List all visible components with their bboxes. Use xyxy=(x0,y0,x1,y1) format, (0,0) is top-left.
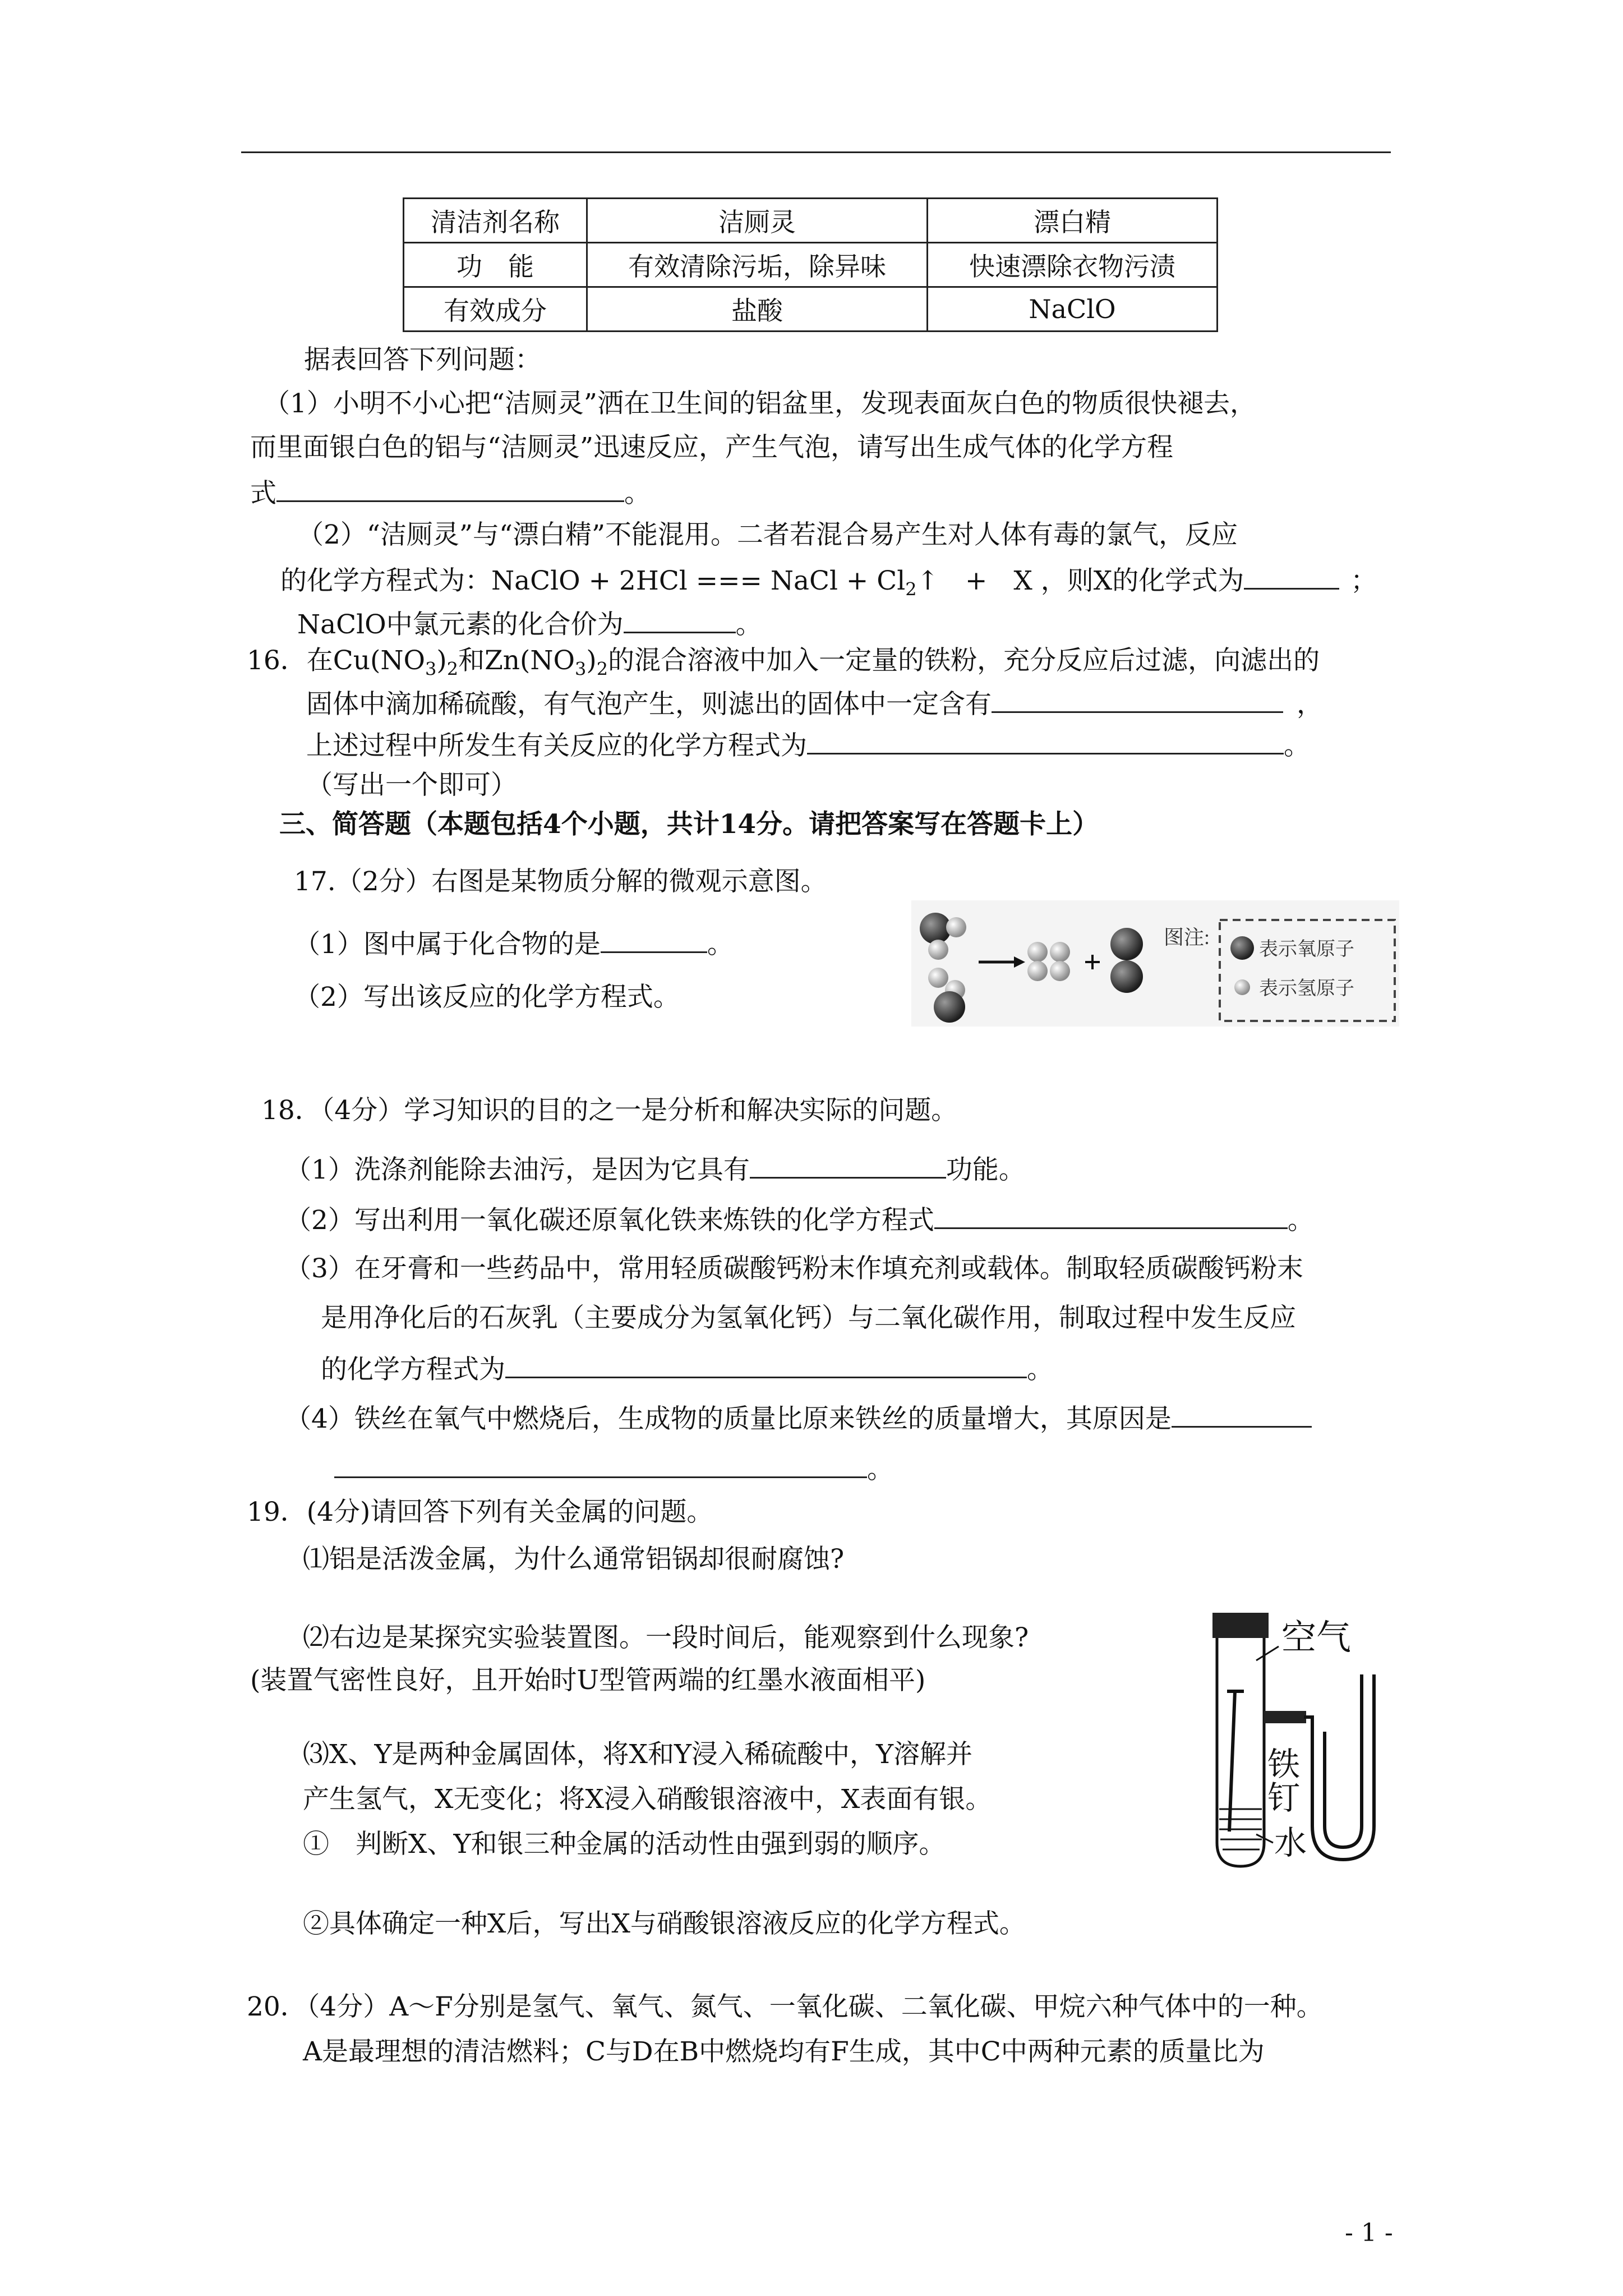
text: 固体中滴加稀硫酸，有气泡产生，则滤出的固体中一定含有 xyxy=(306,689,992,720)
text: 上述过程中所发生有关反应的化学方程式为 xyxy=(306,730,807,761)
q16-line3 xyxy=(306,727,1310,763)
text: 。 xyxy=(1287,1205,1314,1236)
answer-blank xyxy=(334,1451,867,1478)
text: （1）图中属于化合物的是 xyxy=(294,929,601,960)
table-cell: 盐酸 xyxy=(587,287,928,332)
text: 的混合溶液中加入一定量的铁粉，充分反应后过滤，向滤出的 xyxy=(608,645,1320,676)
q15-p1-line1: （1）小明不小心把“洁厕灵”洒在卫生间的铝盆里，发现表面灰白色的物质很快褪去， xyxy=(264,388,1256,419)
q15-p2-line1: （2）“洁厕灵”与“漂白精”不能混用。二者若混合易产生对人体有毒的氯气，反应 xyxy=(297,519,1238,550)
answer-blank xyxy=(276,475,624,502)
table-cell: 有效成分 xyxy=(404,287,587,332)
text: 的化学方程式为：NaClO + 2HCl === NaCl + Cl xyxy=(280,565,906,596)
text: 。 xyxy=(1284,730,1310,761)
q15-p1-line2: 而里面银白色的铝与“洁厕灵”迅速反应，产生气泡，请写出生成气体的化学方程 xyxy=(250,432,1174,463)
u-tube-outer xyxy=(1304,1674,1374,1860)
answer-blank xyxy=(807,727,1284,754)
hydrogen-atom xyxy=(1234,979,1250,995)
legend-hydrogen-label: 表示氢原子 xyxy=(1259,978,1354,999)
table-row xyxy=(404,199,1218,243)
answer-blank xyxy=(1244,562,1339,590)
water-label: 水 xyxy=(1274,1824,1307,1862)
section-heading: 三、简答题（本题包括4个小题，共计14分。请把答案写在答题卡上） xyxy=(279,809,1099,840)
table-row xyxy=(404,243,1218,287)
table-cell: 有效清除污垢，除异味 xyxy=(587,243,928,287)
text: （4）铁丝在氧气中燃烧后，生成物的质量比原来铁丝的质量增大，其原因是 xyxy=(285,1404,1172,1434)
subscript: 3 xyxy=(575,658,587,680)
text: （2）写出利用一氧化碳还原氧化铁来炼铁的化学方程式 xyxy=(285,1205,934,1236)
q18-p3-line2: 是用净化后的石灰乳（主要成分为氢氧化钙）与二氧化碳作用，制取过程中发生反应 xyxy=(321,1303,1296,1333)
hydrogen-atom xyxy=(928,968,948,988)
q18-p3-line1: （3）在牙膏和一些药品中，常用轻质碳酸钙粉末作填充剂或载体。制取轻质碳酸钙粉末 xyxy=(285,1253,1303,1284)
text: 16．在Cu(NO xyxy=(247,645,426,676)
legend-oxygen-label: 表示氧原子 xyxy=(1259,939,1354,960)
connector-tube xyxy=(1264,1711,1306,1723)
text: ) xyxy=(586,645,597,676)
answer-blank xyxy=(601,926,707,953)
subscript: 2 xyxy=(446,658,459,680)
hydrogen-atom xyxy=(1027,942,1048,962)
q18-p2 xyxy=(285,1202,1314,1237)
water-layer xyxy=(1219,1809,1262,1849)
table-cell: NaClO xyxy=(928,287,1218,332)
nail-label-2: 钉 xyxy=(1267,1779,1301,1817)
hydrogen-atom xyxy=(946,917,966,937)
label-leader xyxy=(1256,1646,1279,1660)
q18-p4 xyxy=(285,1400,1312,1436)
table-cell: 功 能 xyxy=(404,243,587,287)
nail-label-1: 铁 xyxy=(1267,1745,1301,1783)
answer-blank xyxy=(934,1202,1288,1229)
q17-p2: （2）写出该反应的化学方程式。 xyxy=(294,982,680,1013)
q16-line1 xyxy=(247,644,1320,685)
q18-p3-line3 xyxy=(321,1351,1053,1387)
answer-blank xyxy=(750,1151,946,1179)
text: ， xyxy=(1297,689,1323,720)
oxygen-atom xyxy=(1230,936,1254,960)
q19-p1: ⑴铝是活泼金属，为什么通常铝锅却很耐腐蚀? xyxy=(303,1544,845,1575)
q20-line2: A是最理想的清洁燃料；C与D在B中燃烧均有F生成，其中C中两种元素的质量比为 xyxy=(303,2036,1265,2067)
q15-p2-line3 xyxy=(297,606,762,642)
test-tube xyxy=(1217,1638,1264,1866)
hydrogen-atom xyxy=(928,940,948,960)
oxygen-atom xyxy=(1110,960,1143,993)
oxygen-atom xyxy=(934,991,965,1023)
page-number: - 1 - xyxy=(1345,2219,1393,2247)
text: 。 xyxy=(867,1454,893,1485)
rust-experiment-figure xyxy=(1200,1607,1413,1871)
q19-p2-line1: ⑵右边是某探究实验装置图。一段时间后，能观察到什么现象? xyxy=(303,1622,1029,1653)
q15-p2-line2 xyxy=(280,562,1377,606)
iron-nail xyxy=(1229,1691,1235,1832)
text: 的化学方程式为 xyxy=(321,1354,505,1385)
table-row xyxy=(404,287,1218,332)
q16-line4: （写出一个即可） xyxy=(306,770,517,800)
subscript: 3 xyxy=(425,658,437,680)
air-label: 空气 xyxy=(1281,1617,1352,1658)
text: ↑ + X ，则X的化学式为 xyxy=(916,565,1244,596)
q18-p4-line2 xyxy=(334,1451,893,1487)
hydrogen-atom xyxy=(1050,942,1070,962)
text: 。 xyxy=(707,929,734,960)
q17-p1 xyxy=(294,926,734,961)
table-cell: 快速漂除衣物污渍 xyxy=(928,243,1218,287)
q19-p3-line1: ⑶X、Y是两种金属固体，将X和Y浸入稀硫酸中，Y溶解并 xyxy=(303,1739,973,1770)
q18-p1 xyxy=(285,1151,1025,1187)
answer-blank xyxy=(992,685,1283,713)
text: 式 xyxy=(250,478,276,509)
q16-line2 xyxy=(306,685,1323,721)
q19-p3-line2: 产生氢气，X无变化；将X浸入硝酸银溶液中，X表面有银。 xyxy=(303,1784,992,1815)
text: ) xyxy=(436,645,447,676)
molecule-decomposition-figure xyxy=(911,900,1399,1027)
oxygen-atom xyxy=(1110,928,1143,960)
q19-stem: 19．(4分)请回答下列有关金属的问题。 xyxy=(247,1497,713,1527)
text: 。 xyxy=(1027,1354,1053,1385)
text: 。 xyxy=(624,478,651,509)
q19-p3-ii: ②具体确定一种X后，写出X与硝酸银溶液反应的化学方程式。 xyxy=(303,1908,1026,1939)
table-cell: 洁厕灵 xyxy=(587,199,928,243)
legend-title: 图注: xyxy=(1164,926,1210,949)
q19-p3-i: ① 判断X、Y和银三种金属的活动性由强到弱的顺序。 xyxy=(303,1829,946,1860)
text: NaClO中氯元素的化合价为 xyxy=(297,609,624,640)
q20-line1: 20．（4分）A～F分别是氢气、氧气、氮气、一氧化碳、二氧化碳、甲烷六种气体中的一种。 xyxy=(247,1991,1323,2022)
subscript: 2 xyxy=(905,578,917,600)
rubber-stopper xyxy=(1212,1613,1269,1638)
q19-p2-line2: (装置气密性良好，且开始时U型管两端的红墨水液面相平) xyxy=(250,1665,926,1696)
answer-blank xyxy=(505,1351,1027,1378)
q17-stem: 17.（2分）右图是某物质分解的微观示意图。 xyxy=(294,866,827,897)
q15-p1-line3 xyxy=(250,475,651,510)
table-cell: 清洁剂名称 xyxy=(404,199,587,243)
text: 功能。 xyxy=(946,1154,1025,1185)
q18-stem: 18．（4分）学习知识的目的之一是分析和解决实际的问题。 xyxy=(261,1095,958,1126)
answer-blank xyxy=(1172,1400,1312,1428)
text: 和Zn(NO xyxy=(458,645,575,676)
text: （1）洗涤剂能除去油污，是因为它具有 xyxy=(285,1154,750,1185)
cleaner-table xyxy=(403,197,1218,332)
u-tube-inner xyxy=(1325,1674,1362,1847)
hydrogen-atom xyxy=(1027,961,1048,981)
hydrogen-atom xyxy=(1050,961,1070,981)
table-cell: 漂白精 xyxy=(928,199,1218,243)
header-rule xyxy=(241,151,1391,153)
answer-blank xyxy=(624,606,736,633)
text: ； xyxy=(1350,565,1377,596)
q15-intro: 据表回答下列问题： xyxy=(304,344,541,375)
text: 。 xyxy=(735,609,762,640)
subscript: 2 xyxy=(596,658,608,680)
